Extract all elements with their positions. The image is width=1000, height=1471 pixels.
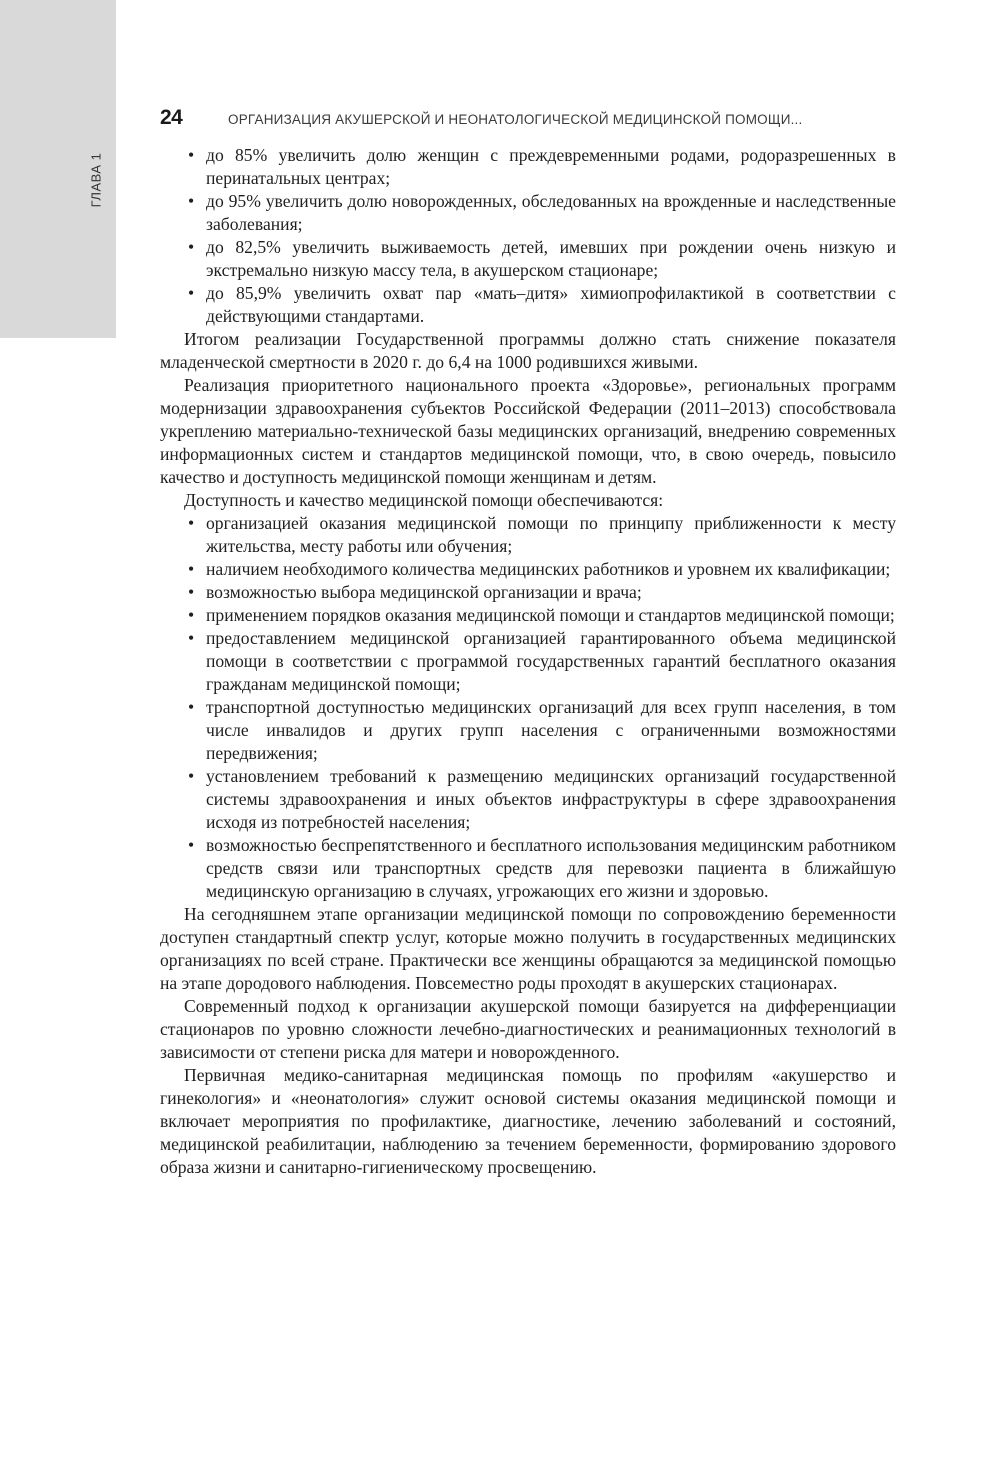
list-item: • транспортной доступностью медицинских организаций для всех групп населения, в том числе инвалидов и других групп населения с ограниченными возможностями передвижения; [160,696,896,765]
paragraph-current-stage: На сегодняшнем этапе организации медицинской помощи по сопровождению беременности доступен стандартный спектр услуг, которые можно получить в государственных медицинских организациях по всей стране. Практически все женщины обращаются за медицинской помощью на этапе дородового наблюдения. Повсеместно роды проходят в акушерских стационарах. [160,904,896,993]
paragraph-access-intro: Доступность и качество медицинской помощи обеспечиваются: [184,490,664,510]
list-item: • предоставлением медицинской организацией гарантированного объема медицинской помощи в соответствии с программой государственных гарантий бесплатного оказания гражданам медицинской помощи; [160,627,896,696]
access-factors-list [160,512,896,903]
page-number: 24 [160,106,183,129]
paragraph-national-project: Реализация приоритетного национального проекта «Здоровье», региональных программ модернизации здравоохранения субъектов Российской Федерации (2011–2013) способствовала укреплению материально-технической базы медицинских организаций, внедрению современных информационных систем и стандартов медицинской помощи, что, в свою очередь, повысило качество и доступность медицинской помощи женщинам и детям. [160,375,896,487]
paragraph-modern-approach: Современный подход к организации акушерской помощи базируется на дифференциации стационаров по уровню сложности лечебно-диагностических и реанимационных технологий в зависимости от степени риска для матери и новорожденного. [160,996,896,1062]
list-item: • применением порядков оказания медицинской помощи и стандартов медицинской помощи; [160,604,896,627]
list-item: • до 95% увеличить долю новорожденных, обследованных на врожденные и наследственные заболевания; [160,190,896,236]
chapter-label: ГЛАВА 1 [88,152,104,208]
page-body [160,144,896,1179]
list-item: • до 85,9% увеличить охват пар «мать–дитя» химиопрофилактикой в соответствии с действующими стандартами. [160,282,896,328]
list-item: • возможностью беспрепятственного и бесплатного использования медицинским работником средств связи или транспортных средств для перевозки пациента в ближайшую медицинскую организацию в случаях, угрожающих его жизни и здоровью. [160,834,896,903]
paragraph-result: Итогом реализации Государственной программы должно стать снижение показателя младенческой смертности в 2020 г. до 6,4 на 1000 родившихся живыми. [160,329,896,372]
paragraph-primary-care: Первичная медико-санитарная медицинская помощь по профилям «акушерство и гинекология» и «неонатология» служит основой системы оказания медицинской помощи и включает мероприятия по профилактике, диагностике, лечению заболеваний и состояний, медицинской реабилитации, наблюдению за течением беременности, формированию здорового образа жизни и санитарно-гигиеническому просвещению. [160,1065,896,1177]
list-item: • наличием необходимого количества медицинских работников и уровнем их квалификации; [160,558,896,581]
running-title: ОРГАНИЗАЦИЯ АКУШЕРСКОЙ И НЕОНАТОЛОГИЧЕСКОЙ МЕДИЦИНСКОЙ ПОМОЩИ... [228,112,803,127]
running-header [160,106,900,136]
targets-list [160,144,896,328]
list-item: • организацией оказания медицинской помощи по принципу приближенности к месту жительства, месту работы или обучения; [160,512,896,558]
list-item: • возможностью выбора медицинской организации и врача; [160,581,896,604]
chapter-side-tab [0,0,116,338]
list-item: • до 82,5% увеличить выживаемость детей, имевших при рождении очень низкую и экстремально низкую массу тела, в акушерском стационаре; [160,236,896,282]
list-item: • до 85% увеличить долю женщин с преждевременными родами, родоразрешенных в перинатальных центрах; [160,144,896,190]
list-item: • установлением требований к размещению медицинских организаций государственной системы здравоохранения и иных объектов инфраструктуры в сфере здравоохранения исходя из потребностей населения; [160,765,896,834]
